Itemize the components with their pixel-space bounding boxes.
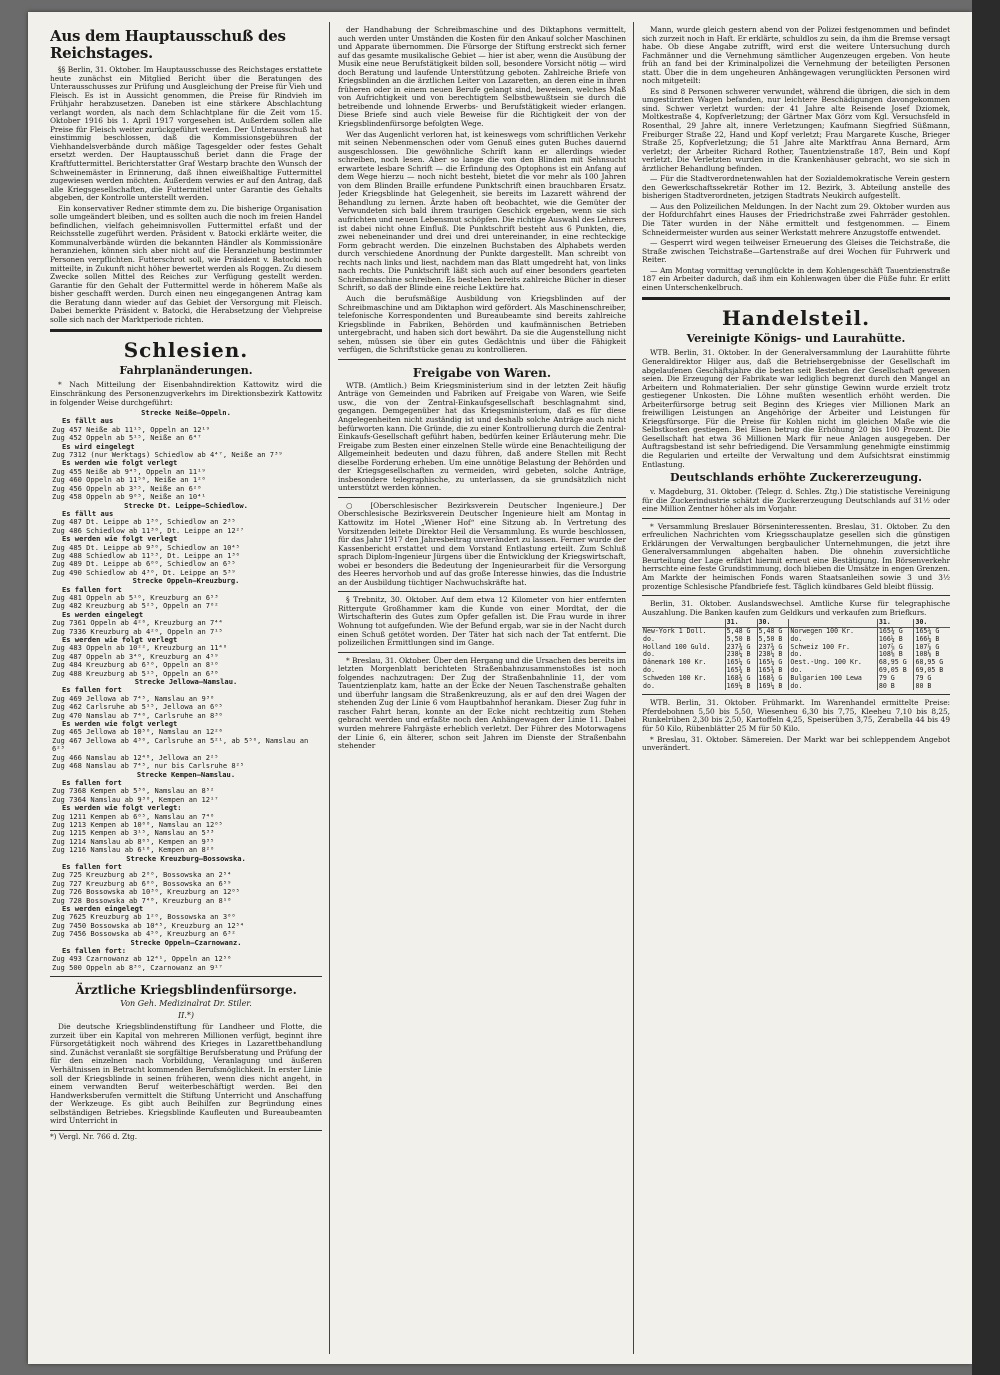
schedule-train: Zug 484 Kreuzburg ab 6⁵⁰, Oppeln an 8¹⁰ xyxy=(52,660,219,670)
schedule-heading: Es werden wie folgt verlegt xyxy=(62,635,178,645)
article-warenhandel xyxy=(642,699,950,752)
table-header-cell: 31. xyxy=(725,619,757,627)
schedule-route: Strecke Neiße—Oppeln. xyxy=(141,408,231,418)
table-cell: New-York 1 Doll. xyxy=(642,627,725,635)
schedule-train: Zug 469 Jellowa ab 7⁴⁵, Namslau an 9³⁰ xyxy=(52,693,215,703)
table-header-cell: 30. xyxy=(914,619,950,627)
table-cell: 169¼ B xyxy=(725,683,757,691)
table-cell: 166¼ B xyxy=(877,636,914,644)
article-boerse xyxy=(642,523,950,591)
table-cell: 5,48 G xyxy=(725,627,757,635)
paragraph: Mann, wurde gleich gestern abend von der Polizei festgenommen und befindet sich zurzeit noch in Haft. Er erklärte, schuldlos zu sein, da ihm die Bremse versagt habe. Ob diese Angabe zutrifft, wird erst die weitere Untersuchung durch Fachmänner und die Vernehmung sämtlicher Augenzeugen ergeben. Von heute früh an fand bei der Kriminalpolizei die Vernehmung der beteiligten Personen statt. Über die in dem ungeheuren Anhängewagen verunglückten Personen wird noch mitgeteilt: xyxy=(642,26,950,86)
table-cell: 169¼ B xyxy=(757,683,789,691)
section-divider xyxy=(642,297,950,300)
table-cell: 80 B xyxy=(915,681,932,690)
column-rule xyxy=(633,22,634,1354)
schedule-route: Strecke Oppeln—Kreuzburg. xyxy=(132,576,240,586)
schedule-route: Strecke Kempen—Namslau. xyxy=(136,769,236,779)
divider xyxy=(50,976,322,977)
schedule-train: Zug 725 Kreuzburg ab 2⁰⁰, Bossowska an 2⁵⁴ xyxy=(52,870,232,880)
table-cell: 107⅞ G xyxy=(915,642,940,651)
exchange-rate-table xyxy=(642,619,950,690)
paragraph: * Versammlung Breslauer Börseninteressenten. Breslau, 31. Oktober. Zu den erfreulichen Nachrichten vom Kriegsschauplatze gesellen sich die günstigen Erklärungen der Verwaltungen bergbaulicher Unternehmungen, die jetzt ihre Generalversammlungen abgehalten haben. Die ohnehin zuversichtliche Beurteilung der Lage erfährt hiermit erneut eine Bestätigung. Im Börsenverkehr herrschte eine feste Grundstimmung, doch blieben die Umsätze in engen Grenzen. Am Markte der heimischen Fonds waren Staatsanleihen sowie 3 und 3½ prozentige Schlesische Pfandbriefe fest. Täglich kündbares Geld bleibt flüssig. xyxy=(642,521,950,591)
divider xyxy=(642,518,950,519)
table-cell: 68,95 G xyxy=(877,659,914,667)
schedule-train: Zug 485 Dt. Leippe ab 9³⁰, Schiedlow an 10⁴⁵ xyxy=(52,542,240,552)
schedule-train: Zug 455 Neiße ab 9⁴⁵, Oppeln an 11¹⁹ xyxy=(52,466,206,476)
paragraph: * Breslau, 31. Oktober. Sämereien. Der Markt war bei schleppendem Angebot unverändert. xyxy=(642,734,950,753)
schedule-train: Zug 1213 Kempen ab 10⁰⁰, Namslau an 12⁰⁵ xyxy=(52,819,223,829)
scan-edge xyxy=(972,0,1000,1375)
schedule-train: Zug 1211 Kempen ab 6⁰⁵, Namslau an 7⁴⁰ xyxy=(52,811,215,821)
table-cell: 108⅛ B xyxy=(877,651,914,659)
schedule-train: Zug 7312 (nur Werktags) Schiedlow ab 4⁴⁷, Neiße an 7³⁹ xyxy=(52,450,283,460)
headline-fahrplan: Fahrplanänderungen. xyxy=(119,364,253,378)
schedule-train: Zug 489 Dt. Leippe ab 6⁰⁰, Schiedlow an 6⁵⁵ xyxy=(52,559,236,569)
paragraph: WTB. Berlin, 31. Oktober. Frühmarkt. Im Warenhandel ermittelte Preise: Pferdebohnen 5,50 bis 5,50, Wiesenheu 6,30 bis 7,75, Kleeheu 7,10 bis 8,25, Runkelrüben 2,30 bis 2,50, Kartoffeln 4,25, Speiserüben 3,75, Zerabella 44 bis 49 für 50 Kilo, Rübenblätter 25 M für 50 Kilo. xyxy=(642,698,950,733)
schedule-heading: Es werden wie folgt verlegt xyxy=(62,534,178,544)
schedule-heading: Es fallen fort: xyxy=(62,946,127,956)
schedule-heading: Es werden wie folgt verlegt: xyxy=(62,803,182,813)
table-cell: 107⅞ G xyxy=(877,644,914,652)
schedule-train: Zug 7456 Bossowska ab 4⁵⁰, Kreuzburg an 6³² xyxy=(52,929,236,939)
schedule-train: Zug 7336 Kreuzburg ab 4²⁰, Oppeln an 7¹⁵ xyxy=(52,626,223,636)
paragraph: — Gesperrt wird wegen teilweiser Erneuerung des Gleises die Teichstraße, die Straße zwischen Teichstraße—Gartenstraße auf drei Wochen für Fuhrwerk und Reiter. xyxy=(642,238,950,265)
schedule-train: Zug 488 Schiedlow ab 11⁵³, Dt. Leippe an 1³⁰ xyxy=(52,550,240,560)
schedule-train: Zug 728 Bossowska ab 7⁴⁸, Kreuzburg an 8¹⁰ xyxy=(52,895,232,905)
schedule-train: Zug 726 Bossowska ab 10³⁰, Kreuzburg an 12⁰⁵ xyxy=(52,887,240,897)
schedule-train: Zug 482 Kreuzburg ab 5²⁵, Oppeln an 7⁰² xyxy=(52,601,219,611)
paragraph: WTB. (Amtlich.) Beim Kriegsministerium sind in der letzten Zeit häufig Anträge von Gemeinden und Fabriken auf Freigabe von Waren, wie Seife usw., die von der Zentral-Einkaufsgesellschaft beschlagnahmt sind, gegangen. Demgegenüber hat das Kriegsministerium, daß es für diese Angelegenheiten nicht zuständig ist und deshalb solche Anträge auch nicht befürworten kann. Die Gründe, die zu einer Kontrollierung durch die Zentral-Einkaufs-Gesellschaft geführt haben, bedürfen keiner Erläuterung mehr. Die Freigabe zum Besten einer einzelnen Stelle würde eine Benachteiligung der Allgemeinheit bedeuten und dazu führen, daß andere Stellen mit Recht dieselbe Forderung erheben. Um eine unnötige Belastung der Behörden und der Kriegsgesellschaften zu vermeiden, wird gebeten, solche Anträge, insbesondere telegraphische, zu unterlassen, da sie grundsätzlich nicht unterstützt werden können. xyxy=(338,380,626,493)
schedule-train: Zug 7368 Kempen ab 5³⁰, Namslau an 8⁵² xyxy=(52,786,215,796)
article-zucker xyxy=(642,488,950,514)
schedule-train: Zug 467 Jellowa ab 4³⁰, Carlsruhe an 5²¹, ab 5⁵⁰, Namslau an 6²³ xyxy=(52,735,309,754)
schedule-train: Zug 468 Namslau ab 7⁴⁵, nur bis Carlsruhe 8²⁵ xyxy=(52,761,245,771)
schedule-route: Strecke Jellowa—Namslau. xyxy=(134,677,238,687)
table-cell: 168¾ G xyxy=(725,675,757,683)
paragraph: — Am Montag vormittag verunglückte in dem Kohlengeschäft Tauentzienstraße 187 ein Arbeiter dadurch, daß ihm ein Kohlenwagen über die Füße fuhr. Er erlitt einen Unterschenkelbruch. xyxy=(642,265,950,292)
divider xyxy=(338,591,626,592)
headline-laurahuette: Vereinigte Königs- und Laurahütte. xyxy=(686,332,906,346)
table-cell: Schweiz 100 Fr. xyxy=(789,644,877,652)
divider xyxy=(338,652,626,653)
fahrplan-intro xyxy=(50,381,322,407)
headline-kriegsblinden: Ärztliche Kriegsblindenfürsorge. xyxy=(75,983,297,998)
paragraph: Ein konservativer Redner stimmte dem zu. Die bisherige Organisation solle umgeändert bleiben, und es sollten auch die noch im freien Handel befindlichen, vielfach geheimnisvollen Futtermittel erfaßt und der Reichsstelle zugeführt werden. Präsident v. Batocki erklärte weiter, die Kommunalverbände würden die bekannten Händler als Kommissionäre heranziehen, können sich aber nicht auf die Heranziehung bestimmter Personen verpflichten. Futterschrot soll, wie Präsident v. Batocki noch mitteilte, in Zukunft nicht höher bewertet werden als Roggen. Zu diesem Zwecke sollen Mittel des Reiches zur Verfügung gestellt werden. Garantie für den Gehalt der Futtermittel werde in höherem Maße als bisher geschafft werden. Durch einen neu eingegangenen Antrag kam die Beratung dann wieder auf das Gebiet der Versorgung mit Fleisch. Dabei bemerkte Präsident v. Batocki, die Herabsetzung der Viehpreise solle sich nach der Marktperiode richten. xyxy=(50,203,322,324)
train-schedule xyxy=(50,409,322,972)
paragraph: WTB. Berlin, 31. Oktober. In der Generalversammlung der Laurahütte führte Generaldirektor Hilger aus, daß die Betriebsergebnisse der Gesellschaft im abgelaufenen Geschäftsjahre die besten seit Bestehen der Gesellschaft gewesen seien. Die Erzeugung der Fabrikate war lediglich begrenzt durch den Mangel an Arbeitern und Rohmaterialien. Der sehr günstige Gewinn wurde erzielt trotz gestiegener Unkosten. Die Löhne mußten wesentlich erhöht werden. Die Arbeiterfürsorge betrug seit Beginn des Krieges vier Millionen Mark an freiwilligen Leistungen an Angehörige der Arbeiter und Leistungen für Kriegsfürsorge. Für die Preise für Kohlen nicht im gleichen Maße wie die Selbstkosten gestiegen. Bei Eisen betrug die Erhöhung 20 bis 100 Prozent. Die Gesellschaft hat etwa 36 Millionen Mark für neue Anlagen ausgegeben. Der Auftragsbestand ist sehr befriedigend. Die Versammlung genehmigte einstimmig die Regularien und erteilte der Verwaltung und dem Aufsichtsrat einstimmig Entlastung. xyxy=(642,348,950,469)
table-cell: 238¼ B xyxy=(725,651,757,659)
divider xyxy=(642,595,950,596)
paragraph: Es sind 8 Personen schwerer verwundet, während die übrigen, die sich in dem umgestürzten Wagen befanden, nur leichtere Beschädigungen davongekommen sind. Schwer verletzt wurden: der 41 Jahre alte Reisende Josef Dziomek, Moltkestraße 4, Kopfverletzung; der Gärtner Max Görz vom Kgl. Versuchsfeld in Rosenthal, 29 Jahre alt, innere Verletzungen; Kaufmann Siegfried Süßmann, Freiburger Straße 22, Hand und Kopf verletzt; Frau Margarete Kusche, Brieger Straße 25, Kopfverletzung; die 51 Jahre alte Marktfrau Anna Bernard, Arm verletzt; der Arbeiter Richard Rother, Tauentzienstraße 187, Bein und Kopf verletzt. Die Verletzten wurden in die Krankenhäuser gebracht, wo sie sich in ärztlicher Behandlung befinden. xyxy=(642,86,950,173)
table-cell: 69,05 B xyxy=(877,667,914,675)
schedule-train: Zug 1215 Kempen ab 3¹⁵, Namslau an 5³³ xyxy=(52,828,215,838)
article-kriegsblinden-continued xyxy=(338,26,626,355)
schedule-train: Zug 462 Carlsruhe ab 5¹⁵, Jellowa an 6⁰⁵ xyxy=(52,702,223,712)
fx-caption xyxy=(642,600,950,617)
article-strassenbahn xyxy=(338,657,626,751)
paragraph: §§ Berlin, 31. Oktober. Im Hauptausschusse des Reichstages erstattete heute zunächst ein Mitglied Bericht über die Beratungen des Unterausschusses zur Prüfung und Ausgleichung der Preise für Vieh und Fleisch. Es ist in Aussicht genommen, die Preise für Rindvieh im Frühjahr herabzusetzen. Daneben ist eine stärkere Abschlachtung verlangt worden, als nach dem Schlachtplane für die Zeit vom 15. Oktober 1916 bis 1. April 1917 vorgesehen ist. Außerdem sollen alle Preise für Fleisch weiter zurückgeführt werden. Der Unterausschuß hat einstimmig beschlossen, daß die Kommissionsgebühren der Viehhandelsverbände durch mäßige Tagesgelder oder festes Gehalt ersetzt werden. Der Hauptausschuß beriet dann die Frage der Kraftfuttermittel. Berichterstatter Graf Westarp brachte den Wunsch der Schweinemäster in Erinnerung, daß ihnen eiweißhaltige Futtermittel zugewiesen werden möchten. Außerdem verwies er auf den Antrag, daß alle Kriegsgesellschaften, die Futtermittel unter Garantie des Gehalts abgeben, der Kontrolle unterstellt werden. xyxy=(50,65,322,203)
section-divider xyxy=(50,329,322,332)
newspaper-page xyxy=(28,12,972,1364)
table-cell: 79 G xyxy=(915,673,932,682)
table-cell: 5,50 B xyxy=(725,636,757,644)
article-laurahuette xyxy=(642,349,950,469)
table-cell: 5,50 B xyxy=(757,636,789,644)
article-trebnitz xyxy=(338,596,626,647)
schedule-heading: Es fallen fort xyxy=(62,861,122,871)
schedule-heading: Es fällt aus xyxy=(62,508,114,518)
schedule-train: Zug 1216 Namslau ab 6¹⁰, Kempen an 8²⁰ xyxy=(52,845,215,855)
table-header-cell: 30. xyxy=(757,619,789,627)
schedule-train: Zug 487 Oppeln ab 3⁴⁰, Kreuzburg an 4⁵⁹ xyxy=(52,651,219,661)
table-cell: do. xyxy=(789,636,877,644)
article-strassenbahn-continued xyxy=(642,26,950,292)
table-cell: Schweden 100 Kr. xyxy=(642,675,725,683)
table-cell: 166¼ B xyxy=(915,634,940,643)
table-cell: 165¼ G xyxy=(725,659,757,667)
schedule-train: Zug 486 Schiedlow ab 11³⁰, Dt. Leippe an 12²⁷ xyxy=(52,525,245,535)
schedule-heading: Es fällt aus xyxy=(62,416,114,426)
schedule-train: Zug 460 Oppeln ab 11⁵⁰, Neiße an 1²⁰ xyxy=(52,475,206,485)
section-title-handelsteil: Handelsteil. xyxy=(721,306,871,331)
table-cell: do. xyxy=(789,683,877,691)
table-cell: do. xyxy=(642,667,725,675)
schedule-train: Zug 500 Oppeln ab 8³⁰, Czarnowanz an 9¹⁷ xyxy=(52,962,223,972)
paragraph: * Nach Mitteilung der Eisenbahndirektion Kattowitz wird die Einschränkung des Personenzugverkehrs im Direktionsbezirk Kattowitz in folgender Weise durchgeführt: xyxy=(50,380,322,407)
table-cell: do. xyxy=(642,651,725,659)
schedule-heading: Es fallen fort xyxy=(62,685,122,695)
paragraph: der Handhabung der Schreibmaschine und des Diktaphons vermittelt, auch werden unter Umständen die Kosten für den Ankauf solcher Maschinen und Apparate übernommen. Die Fürsorge der Stiftung erstreckt sich ferner auf das gesamte musikalische Gebiet — hier ist aber, wenn die Ausübung der Musik eine neue Berufstätigkeit bilden soll, besondere Vorsicht nötig — wird doch Beratung und laufende Unterstützung geboten. Zahlreiche Briefe von Kriegsblinden an die ärztlichen Leiter von Lazaretten, an deren eine in ihren früheren oder in einem neuen Berufe gelangt sind, beweisen, welches Maß von Aufrichtigkeit und von berechtigtem Selbstbewußtsein sie durch die betreibende und lohnende Erwerbs- und Berufstätigkeit wieder erlangen. Diese Briefe sind auch viele Beweise für die Richtigkeit der von der Kriegsblindenfürsorge befolgten Wege. xyxy=(338,26,626,129)
table-cell: do. xyxy=(789,667,877,675)
schedule-train: Zug 452 Oppeln ab 5¹⁵, Neiße an 6⁴⁷ xyxy=(52,433,202,443)
table-cell: 165¼ G xyxy=(757,659,789,667)
table-cell: 238¼ B xyxy=(757,651,789,659)
schedule-route: Strecke Kreuzburg—Bossowska. xyxy=(126,853,246,863)
headline-reichstag: Aus dem Hauptausschuß des Reichstages. xyxy=(50,27,286,62)
paragraph: Berlin, 31. Oktober. Auslandswechsel. Amtliche Kurse für telegraphische Auszahlung. Die Banken kaufen zum Geldkurs und verkaufen zum Briefkurs. xyxy=(642,599,950,617)
table-cell: Bulgarien 100 Lewa xyxy=(789,675,877,683)
paragraph: — Für die Stadtverordnetenwahlen hat der Sozialdemokratische Verein gestern den Gewerkschaftssekretär Rother im 12. Bezirk, 3. Abteilung anstelle des bisherigen Stadtverordneten, jetzigen Stadtrats Neukirch aufgestellt. xyxy=(642,174,950,201)
paragraph: Auch die berufsmäßige Ausbildung von Kriegsblinden auf der Schreibmaschine und am Diktaphon wird gefördert. Als Maschinenschreiber, telefonische Korrespondenten und Bureaubeamte sind bereits zahlreiche Kriegsblinde in Fabriken, Behörden und kaufmännischen Betrieben untergebracht, und haben sich dort bewährt. Da sie die Augenstellung nicht sehen, müssen sie über ein gutes Gedächtnis und über die Fähigkeit verfügen, die Schriftstücke genau zu kontrollieren. xyxy=(338,293,626,355)
table-cell: 80 B xyxy=(877,683,914,691)
schedule-train: Zug 7361 Oppeln ab 4²⁰, Kreuzburg an 7⁴⁴ xyxy=(52,618,223,628)
divider xyxy=(338,359,626,360)
headline-zucker: Deutschlands erhöhte Zuckererzeugung. xyxy=(670,471,922,485)
paragraph: Wer das Augenlicht verloren hat, ist keineswegs vom schriftlichen Verkehr mit seinen Nebenmenschen oder vom Genuß eines guten Buches dauernd ausgeschlossen. Die gewöhnliche Schrift kann er allerdings wieder schreiben, noch lesen. Aber so lange die von den Blinden mit Sehnsucht erwartete lesbare Schrift — die Erfindung des Optophons ist ein Anfang auf dem Wege hierzu — noch nicht besteht, bietet die vor mehr als 100 Jahren von dem Blinden Braille erfundene Punktschrift einen brauchbaren Ersatz. Jeder Kriegsblinde hat Gelegenheit, sie bereits im Lazarett während der Behandlung zu lernen. Ärzte haben oft beobachtet, wie die Gemüter der Verwundeten sich bald ihrem traurigen Geschick ergeben, wenn sie sich aufrichten und neuen Lebensmut schöpfen. Die richtige Auswahl des Lehrers ist dabei nicht ohne Einfluß. Die Punktschrift besteht aus 6 Punkten, die, zwei nebeneinander und drei und drei untereinander, in eine rechteckige Form gebracht werden. Die einzelnen Buchstaben des Alphabets werden durch verschiedene Anordnung der Punkte dargestellt. Man schreibt von rechts nach links und liest, nachdem man das Blatt umgedreht hat, von links nach rechts. Die Punktschrift läßt sich auch auf einer besonders gearteten Schreibmaschine schreiben. Es bestehen bereits zahlreiche Bücher in dieser Schrift, so daß der Blinde eine reiche Lektüre hat. xyxy=(338,129,626,293)
table-cell: Holland 100 Guld. xyxy=(642,644,725,652)
byline: Von Geh. Medizinalrat Dr. Stiler. xyxy=(120,999,252,1009)
part-number: II.*) xyxy=(178,1011,194,1021)
headline-freigabe: Freigabe von Waren. xyxy=(412,365,552,380)
paragraph: ○ [Oberschlesischer Bezirksverein Deutscher Ingenieure.] Der Oberschlesische Bezirksverein Deutscher Ingenieure hielt am Montag in Kattowitz im Hotel „Wiener Hof“ eine Sitzung ab. In Vertretung des Vorsitzenden leitete Direktor Heil die Versammlung. Es wurde beschlossen, für das Jahr 1917 den Jahresbeitrag unverändert zu lassen. Ferner wurde der Kassenbericht erstattet und dem Vorstand Entlastung erteilt. Zum Schluß sprach Diplom-Ingenieur Jürgens über die Entwicklung der Kriegswirtschaft, wobei er besonders die Bedeutung der Ingenieurarbeit für die Versorgung des Heeres hervorhob und auf das große Interesse hinwies, das die Industrie an der Ausbildung tüchtiger Nachwuchskräfte hat. xyxy=(338,500,626,587)
footnote: *) Vergl. Nr. 766 d. Ztg. xyxy=(50,1130,322,1142)
schedule-heading: Es werden eingelegt xyxy=(62,609,144,619)
table-cell: 237¾ G xyxy=(757,644,789,652)
schedule-heading: Es fallen fort xyxy=(62,777,122,787)
table-header-cell: 31. xyxy=(877,619,914,627)
table-cell: 165¾ G xyxy=(877,627,914,635)
table-cell: Norwegen 100 Kr. xyxy=(789,627,877,635)
schedule-route: Strecke Dt. Leippe—Schiedlow. xyxy=(124,500,248,510)
paragraph: * Breslau, 31. Oktober. Über den Hergang und die Ursachen des bereits im letzten Morgenblatt berichteten Straßenbahnzusammenstoßes ist noch folgendes nachzutragen: Der Zug der Straßenbahnlinie 11, der vom Tauentzienplatz kam, hatte an der Ecke der Neuen Taschenstraße gehalten und überfuhr langsam die Straßenkreuzung, als er auf den drei Wagen der stehenden Zug der Linie 6 vom Hauptbahnhof herankam. Dieser Zug fuhr in rascher Fahrt heran, konnte an der Ecke nicht rechtzeitig zum Stehen gebracht werden und erfaßte noch den Anhängewagen der Linie 11. Dabei wurden mehrere Fahrgäste erheblich verletzt. Der Führer des Motorwagens der Linie 6, ein älterer, schon seit Jahren im Dienste der Straßenbahn stehender xyxy=(338,655,626,751)
schedule-heading: Es werden wie folgt verlegt xyxy=(62,458,178,468)
column-rule xyxy=(329,22,330,1354)
schedule-heading: Es werden wie folgt verlegt xyxy=(62,719,178,729)
table-cell: 108⅛ B xyxy=(915,650,940,659)
schedule-train: Zug 7625 Kreuzburg ab 1²⁰, Bossowska an 3⁰⁰ xyxy=(52,912,236,922)
schedule-train: Zug 466 Namslau ab 12⁴⁸, Jellowa an 2²⁵ xyxy=(52,752,219,762)
schedule-train: Zug 493 Czarnowanz ab 12⁴¹, Oppeln an 12⁵⁶ xyxy=(52,954,232,964)
table-row xyxy=(642,683,950,691)
schedule-train: Zug 1214 Namslau ab 8⁰⁵, Kempen an 9³⁵ xyxy=(52,836,215,846)
table-cell: do. xyxy=(789,651,877,659)
article-kriegsblinden xyxy=(50,1023,322,1126)
schedule-train: Zug 457 Neiße ab 11¹⁵, Oppeln an 12¹⁹ xyxy=(52,424,211,434)
paragraph: Die deutsche Kriegsblindenstiftung für Landheer und Flotte, die zurzeit über ein Kapital von mehreren Millionen verfügt, beginnt ihre Fürsorgetätigkeit noch während des Krieges in Lazarettbehandlung sind. Zunächst veranlaßt sie sorgfältige Berufsberatung und Prüfung der für den einzelnen nach Vorbildung, Veranlagung und äußeren Verhältnissen in Betracht kommenden Berufsmöglichkeit. In erster Linie soll der Kriegsblinde in seinen früheren, wenn dies nicht angeht, in einem verwandten Beruf weiterbeschäftigt werden. Bei den Handwerksberufen vermittelt die Stiftung Unterricht und Anschaffung der Werkzeuge. Es gibt auch Beihilfen zur Begründung eines selbständigen Betriebes. Kriegsblinde Kaufleuten und Bureaubeamten wird Unterricht in xyxy=(50,1022,322,1126)
table-cell: 165¾ G xyxy=(915,626,940,635)
table-cell: Dänemark 100 Kr. xyxy=(642,659,725,667)
column-1 xyxy=(50,26,322,1141)
table-cell: 69,05 B xyxy=(915,665,944,674)
paragraph: § Trebnitz, 30. Oktober. Auf dem etwa 12 Kilometer von hier entfernten Rittergute Großhammer kam die Kunde von einer Mordtat, der die Wirtschafterin des Gutes zum Opfer gefallen ist. Die Frau wurde in ihrer Wohnung tot aufgefunden. Wie der Befund ergab, war sie in der Nacht durch einen Schuß getötet worden. Der Täter hat sich nach der Tat entfernt. Die polizeilichen Ermittlungen sind im Gange. xyxy=(338,595,626,648)
schedule-train: Zug 7450 Bossowska ab 10⁴⁵, Kreuzburg an 12⁵⁴ xyxy=(52,920,245,930)
schedule-train: Zug 481 Oppeln ab 5¹⁰, Kreuzburg an 6⁵³ xyxy=(52,592,219,602)
schedule-train: Zug 488 Kreuzburg ab 5¹⁵, Oppeln an 6³⁸ xyxy=(52,668,219,678)
schedule-route: Strecke Oppeln—Czarnowanz. xyxy=(130,937,242,947)
paragraph: — Aus den Polizeilichen Meldungen. In der Nacht zum 29. Oktober wurden aus der Hofdurchfahrt eines Hauses der Friedrichstraße zwei Fahrräder gestohlen. Die Täter wurden in der Nähe ermittelt und festgenommen. — Einem Schneidermeister wurden aus seiner Werkstatt mehrere Anzugstoffe entwendet. xyxy=(642,201,950,237)
table-cell: 165¾ B xyxy=(725,667,757,675)
schedule-train: Zug 490 Schiedlow ab 4³⁰, Dt. Leippe an 5³⁹ xyxy=(52,567,236,577)
table-cell: do. xyxy=(642,683,725,691)
schedule-train: Zug 458 Oppeln ab 9⁰⁵, Neiße an 10⁴¹ xyxy=(52,492,206,502)
table-cell: 168¾ G xyxy=(757,675,789,683)
divider xyxy=(338,497,626,498)
article-freigabe xyxy=(338,382,626,493)
schedule-train: Zug 465 Jellowa ab 10⁵⁰, Namslau an 12²⁶ xyxy=(52,727,223,737)
schedule-heading: Es wird eingelegt xyxy=(62,441,135,451)
table-cell: do. xyxy=(642,636,725,644)
section-title-schlesien: Schlesien. xyxy=(123,338,249,363)
schedule-train: Zug 7364 Namslau ab 9³⁰, Kempen an 12¹⁷ xyxy=(52,794,219,804)
divider xyxy=(642,694,950,695)
table-cell: 79 G xyxy=(877,675,914,683)
article-ingenieure xyxy=(338,502,626,587)
schedule-heading: Es werden eingelegt xyxy=(62,904,144,914)
table-cell: 5,48 G xyxy=(757,627,789,635)
table-cell: 68,95 G xyxy=(915,658,944,667)
table-cell: 237¾ G xyxy=(725,644,757,652)
column-3 xyxy=(642,26,950,755)
column-2 xyxy=(338,26,626,753)
schedule-train: Zug 456 Oppeln ab 3⁵⁵, Neiße an 6²⁸ xyxy=(52,483,202,493)
schedule-train: Zug 483 Oppeln ab 10²², Kreuzburg an 11⁴⁰ xyxy=(52,643,228,653)
schedule-heading: Es fallen fort xyxy=(62,584,122,594)
schedule-train: Zug 727 Kreuzburg ab 6⁰⁰, Bossowska an 6⁵⁹ xyxy=(52,878,232,888)
table-cell: 165¾ B xyxy=(757,667,789,675)
paragraph: v. Magdeburg, 31. Oktober. (Telegr. d. Schles. Ztg.) Die statistische Vereinigung für die Zuckerindustrie schätzt die Zuckererzeugung Deutschlands auf 31½ oder eine Million Zentner höher als im Vorjahr. xyxy=(642,487,950,514)
article-reichstag xyxy=(50,66,322,324)
schedule-train: Zug 470 Namslau ab 7⁴⁰, Carlsruhe an 8³⁰ xyxy=(52,710,223,720)
schedule-train: Zug 487 Dt. Leippe ab 1³⁰, Schiedlow an 2³⁵ xyxy=(52,517,236,527)
table-cell: Oest.-Ung. 100 Kr. xyxy=(789,659,877,667)
